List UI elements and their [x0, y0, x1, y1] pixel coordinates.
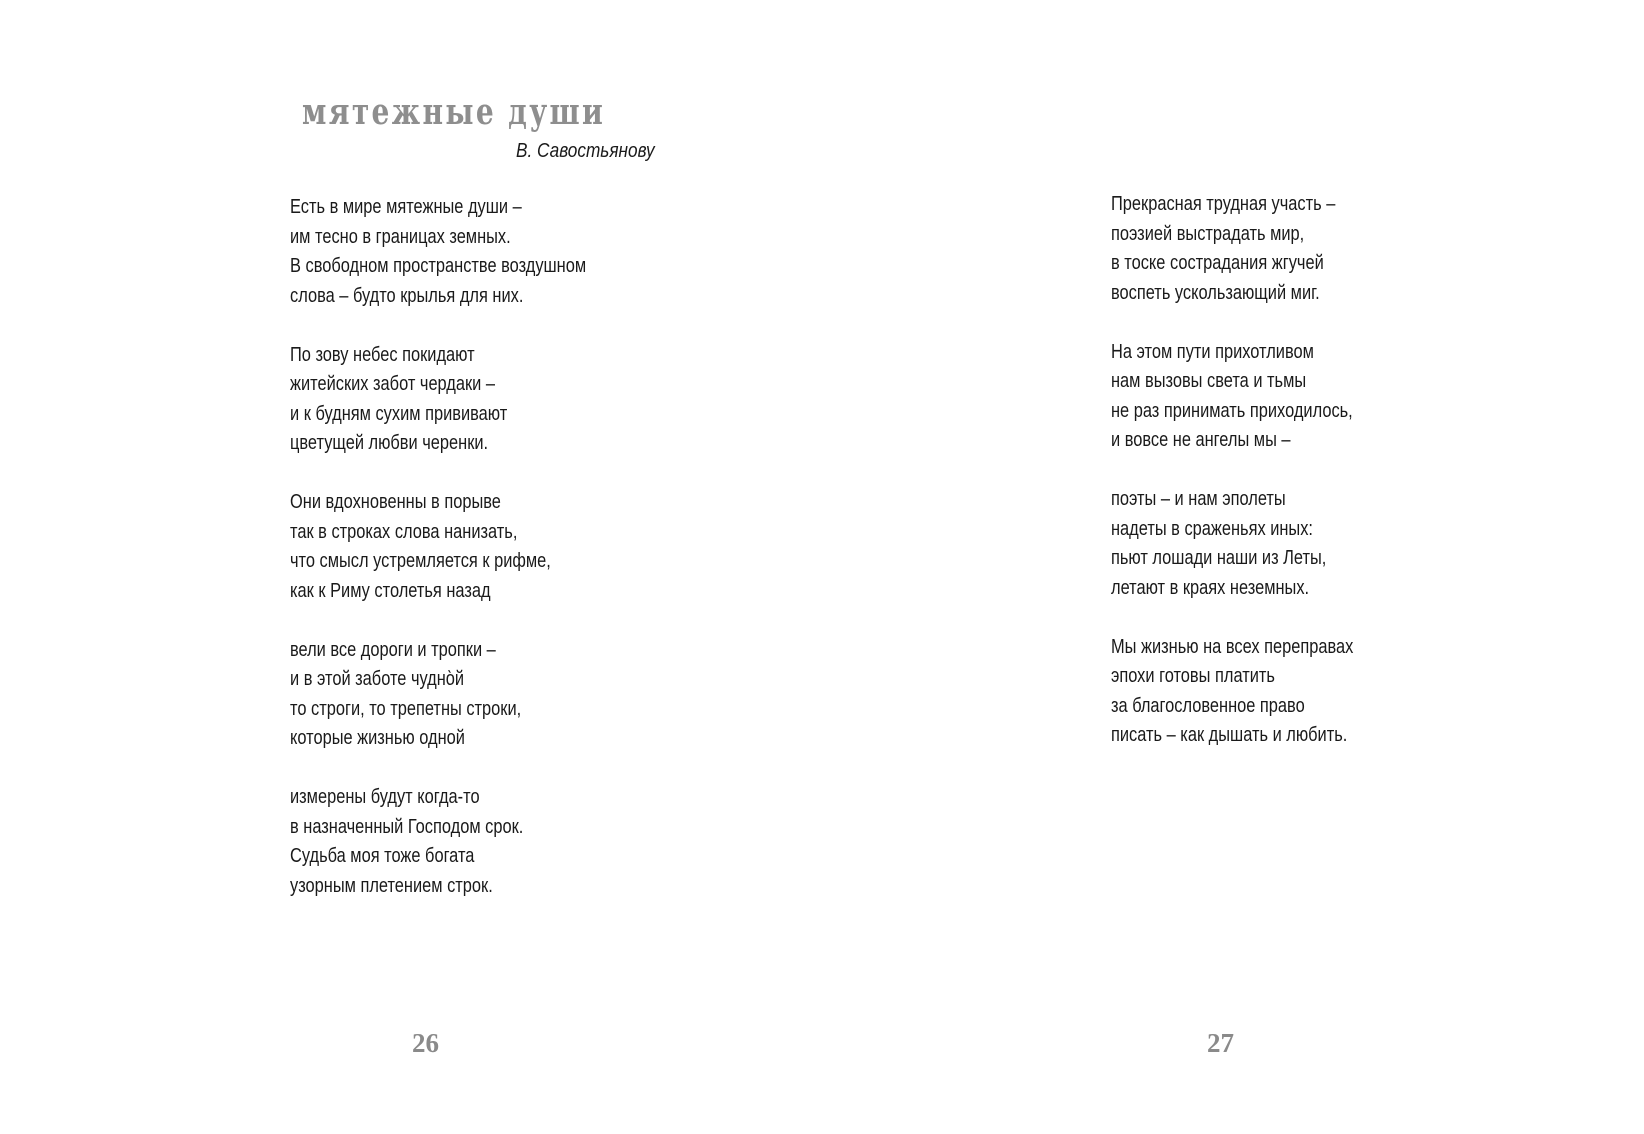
poem-line: пьют лошади наши из Леты, [1111, 547, 1327, 569]
poem-line: В свободном пространстве воздушном [290, 255, 587, 277]
poem-line: Судьба моя тоже богата [290, 845, 475, 867]
poem-line: житейских забот чердаки – [290, 373, 496, 395]
poem-line: в назначенный Господом срок. [290, 815, 524, 838]
poem-line: измерены будут когда-то [290, 786, 480, 808]
right-page [822, 0, 1644, 1134]
poem-line: им тесно в границах земных. [290, 225, 511, 248]
poem-line: поэзией выстрадать мир, [1111, 222, 1305, 245]
poem-line: Прекрасная трудная участь – [1111, 193, 1336, 215]
poem-line: и к будням сухим прививают [290, 402, 508, 425]
poem-line: Они вдохновенны в порыве [290, 491, 501, 513]
poem-line: летают в краях неземных. [1111, 576, 1310, 599]
poem-line: слова – будто крылья для них. [290, 284, 524, 307]
poem-line: за благословенное право [1111, 694, 1305, 717]
stanza [290, 341, 586, 459]
poem-line: и в этой заботе чудно̀й [290, 668, 465, 690]
poem-line: писать – как дышать и любить. [1111, 724, 1348, 746]
stanza [1111, 633, 1353, 751]
page-number: 26 [412, 1028, 439, 1058]
stanza [1111, 485, 1353, 603]
stanza [1111, 190, 1353, 308]
stanza [290, 783, 586, 901]
poem-line: не раз принимать приходилось, [1111, 399, 1353, 422]
poem-line: Есть в мире мятежные души – [290, 196, 522, 218]
poem-body-right [1111, 190, 1353, 780]
poem-line: как к Риму столетья назад [290, 579, 491, 602]
poem-line: то строги, то трепетны строки, [290, 697, 522, 720]
poem-line: нам вызовы света и тьмы [1111, 370, 1307, 392]
poem-line: в тоске сострадания жгучей [1111, 252, 1324, 274]
poem-line: эпохи готовы платить [1111, 665, 1275, 687]
stanza [290, 636, 586, 754]
poem-line: и вовсе не ангелы мы – [1111, 429, 1291, 451]
stanza [1111, 338, 1353, 456]
page-number: 27 [1207, 1028, 1234, 1058]
stanza [290, 488, 586, 606]
poem-line: узорным плетением строк. [290, 874, 493, 897]
poem-line: воспеть ускользающий миг. [1111, 281, 1320, 304]
poem-line: Мы жизнью на всех переправах [1111, 635, 1354, 658]
poem-line: цветущей любви черенки. [290, 432, 489, 454]
poem-dedication: В. Савостьянову [516, 140, 655, 162]
poem-title: мятежные души [302, 91, 606, 133]
poem-line: По зову небес покидают [290, 343, 475, 366]
poem-line: что смысл устремляется к рифме, [290, 550, 551, 572]
poem-line: так в строках слова нанизать, [290, 520, 518, 543]
poem-line: На этом пути прихотливом [1111, 340, 1314, 363]
poem-line: поэты – и нам эполеты [1111, 488, 1286, 510]
poem-body-left [290, 193, 586, 931]
poem-line: которые жизнью одной [290, 727, 465, 749]
stanza [290, 193, 586, 311]
poem-line: вели все дороги и тропки – [290, 638, 496, 661]
poem-line: надеты в сраженьях иных: [1111, 517, 1313, 540]
